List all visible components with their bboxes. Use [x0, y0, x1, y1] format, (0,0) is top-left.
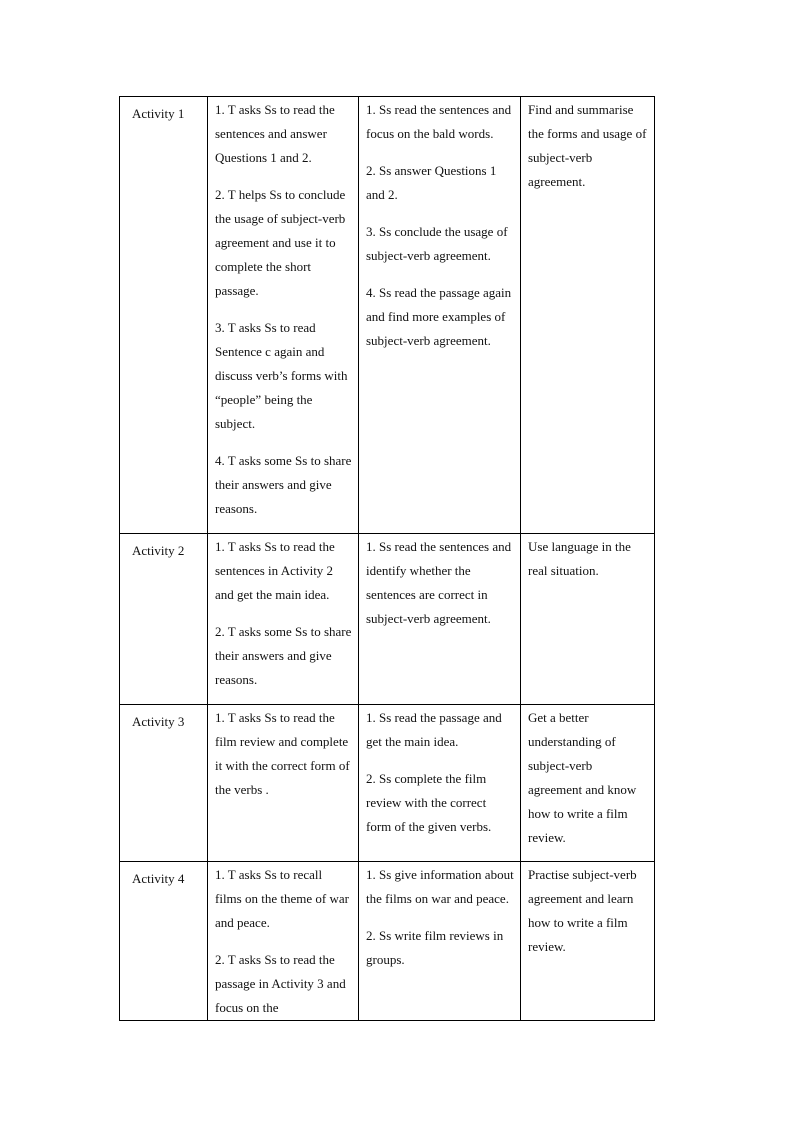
- teacher-activity-cell: [208, 534, 359, 705]
- activity-label: Activity 1: [132, 106, 185, 121]
- student-step: 4. Ss read the passage again and find more examples of subject-verb agreement.: [366, 285, 512, 348]
- purpose-text: Use language in the real situation.: [528, 539, 631, 578]
- teacher-step: 4. T asks some Ss to share their answers and give reasons.: [215, 453, 352, 516]
- teacher-activity-cell: [208, 97, 359, 534]
- student-step: 1. Ss read the sentences and identify whether the sentences are correct in subject-verb agreement.: [366, 539, 512, 626]
- activity-cell: [120, 705, 208, 862]
- student-step: 2. Ss complete the film review with the correct form of the given verbs.: [366, 771, 492, 834]
- student-step: 1. Ss read the sentences and focus on the bald words.: [366, 102, 512, 141]
- purpose-cell: [521, 97, 655, 534]
- student-activity-cell: [359, 705, 521, 862]
- student-activity-cell: [359, 534, 521, 705]
- table-row: [120, 97, 655, 534]
- purpose-cell: [521, 705, 655, 862]
- student-step: 3. Ss conclude the usage of subject-verb agreement.: [366, 224, 508, 263]
- activity-cell: [120, 97, 208, 534]
- activity-cell: [120, 862, 208, 1021]
- lesson-plan-table: [119, 96, 655, 1021]
- purpose-text: Find and summarise the forms and usage of subject-verb agreement.: [528, 102, 647, 189]
- student-activity-cell: [359, 862, 521, 1021]
- teacher-step: 1. T asks Ss to read the sentences in Activity 2 and get the main idea.: [215, 539, 335, 602]
- activity-label: Activity 3: [132, 714, 185, 729]
- activity-cell: [120, 534, 208, 705]
- purpose-cell: [521, 534, 655, 705]
- teacher-step: 1. T asks Ss to read the sentences and answer Questions 1 and 2.: [215, 102, 335, 165]
- purpose-text: Practise subject-verb agreement and learn how to write a film review.: [528, 867, 637, 954]
- teacher-step: 2. T asks Ss to read the passage in Activity 3 and focus on the: [215, 952, 346, 1015]
- student-step: 1. Ss read the passage and get the main idea.: [366, 710, 502, 749]
- activity-label: Activity 4: [132, 871, 185, 886]
- teacher-step: 3. T asks Ss to read Sentence c again and discuss verb’s forms with “people” being the subject.: [215, 320, 348, 431]
- student-step: 2. Ss answer Questions 1 and 2.: [366, 163, 497, 202]
- table-row: [120, 705, 655, 862]
- purpose-cell: [521, 862, 655, 1021]
- student-activity-cell: [359, 97, 521, 534]
- student-step: 1. Ss give information about the films on war and peace.: [366, 867, 514, 906]
- teacher-step: 1. T asks Ss to recall films on the theme of war and peace.: [215, 867, 349, 930]
- student-step: 2. Ss write film reviews in groups.: [366, 928, 504, 967]
- teacher-step: 2. T helps Ss to conclude the usage of subject-verb agreement and use it to complete the short passage.: [215, 187, 346, 298]
- table-row: [120, 534, 655, 705]
- teacher-step: 1. T asks Ss to read the film review and complete it with the correct form of the verbs .: [215, 710, 350, 797]
- table-row: [120, 862, 655, 1021]
- teacher-activity-cell: [208, 705, 359, 862]
- purpose-text: Get a better understanding of subject-verb agreement and know how to write a film review.: [528, 710, 637, 845]
- teacher-activity-cell: [208, 862, 359, 1021]
- teacher-step: 2. T asks some Ss to share their answers and give reasons.: [215, 624, 352, 687]
- activity-label: Activity 2: [132, 543, 185, 558]
